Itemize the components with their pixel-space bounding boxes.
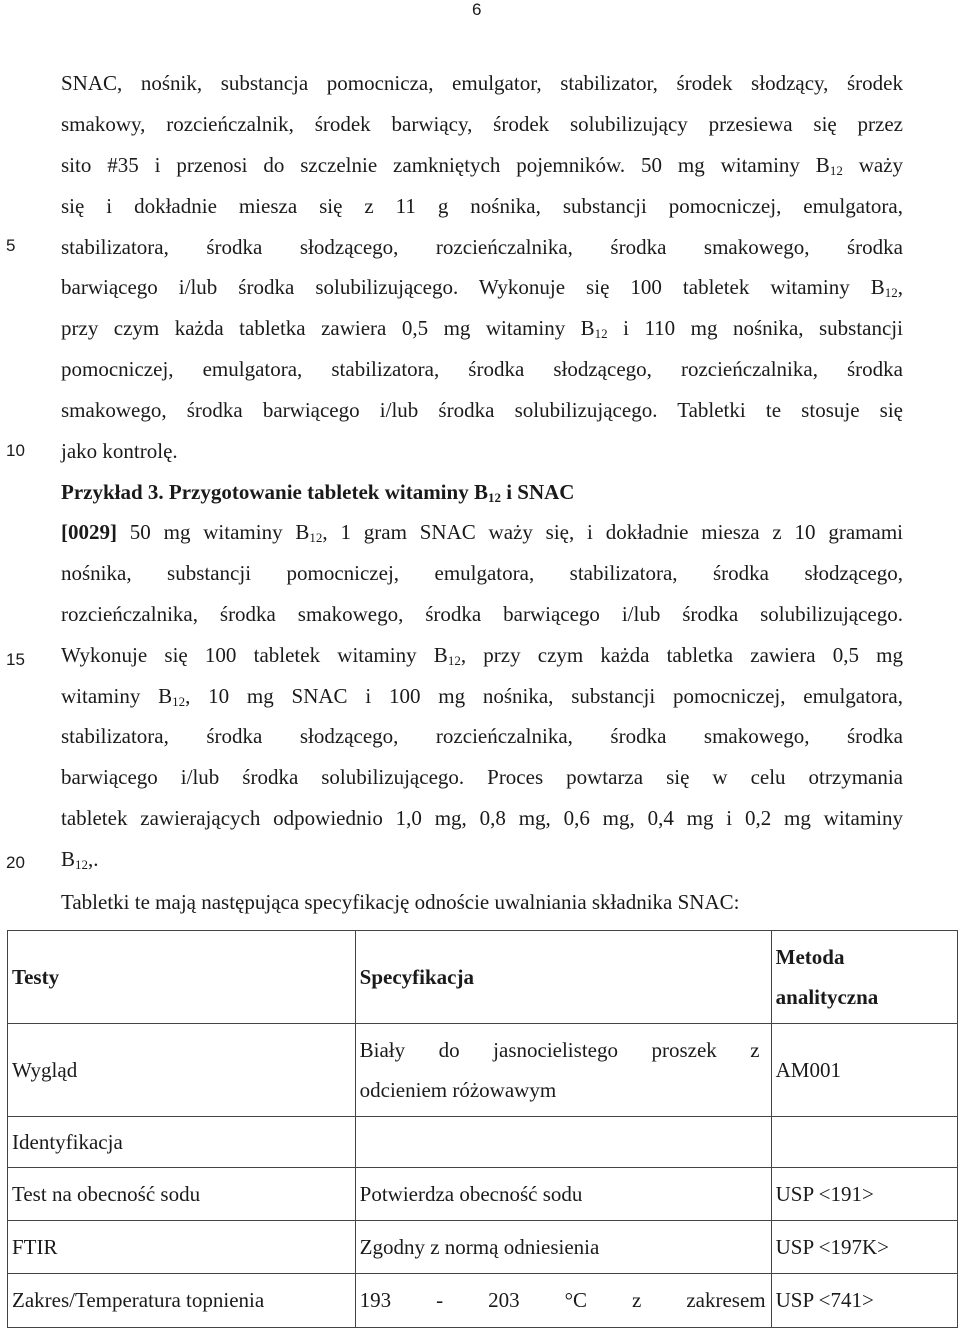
cell-test: Wygląd xyxy=(8,1024,356,1117)
text-line xyxy=(61,308,903,349)
text-span: rozcieńczalnika, środka smakowego, środka barwiącego i/lub środka solubilizującego. xyxy=(61,601,903,626)
cell-spec xyxy=(355,1117,771,1168)
text-line xyxy=(61,716,903,757)
cell-spec-line: 193 - 203 °C z zakresem xyxy=(359,1288,766,1312)
text-span: SNAC, nośnik, substancja pomocnicza, emulgator, stabilizator, środek słodzący, środek xyxy=(61,71,903,95)
text-span: nośnika, substancji pomocniczej, emulgatora, stabilizatora, środka słodzącego, xyxy=(61,560,903,585)
text-line xyxy=(61,594,903,635)
cell-spec: Potwierdza obecność sodu xyxy=(355,1168,771,1221)
text-line xyxy=(61,145,903,186)
line-number-10: 10 xyxy=(6,441,25,460)
cell-test: FTIR xyxy=(8,1221,356,1274)
text-span: Wykonuje się 100 tabletek witaminy $B_{12}$, przy czym każda tabletka zawiera 0,5 mg xyxy=(61,642,903,668)
text-span: jako kontrolę. xyxy=(61,439,178,464)
text-line xyxy=(61,63,903,104)
text-line xyxy=(61,512,903,553)
text-span: stabilizatora, środka słodzącego, rozcieńczalnika, środka smakowego, środka xyxy=(61,234,903,259)
text-span: Tabletki te mają następująca specyfikację odnoście uwalniania składnika SNAC: xyxy=(61,890,740,914)
table-row xyxy=(8,1221,958,1274)
header-tests: Testy xyxy=(8,931,356,1024)
line-number-20: 20 xyxy=(6,853,25,872)
cell-method: USP <191> xyxy=(771,1168,957,1221)
heading-text: Przykład 3. Przygotowanie tabletek witaminy $B_{12}$ i SNAC xyxy=(61,480,575,505)
cell-spec-line: odcieniem różowawym xyxy=(359,1078,557,1102)
table-row xyxy=(8,1117,958,1168)
line-number-15: 15 xyxy=(6,650,25,669)
specification-table xyxy=(7,930,958,1328)
cell-method: USP <741> xyxy=(771,1274,957,1328)
text-span: pomocniczej, emulgatora, stabilizatora, środka słodzącego, rozcieńczalnika, środka xyxy=(61,357,903,382)
text-span: barwiącego i/lub środka solubilizującego. Wykonuje się 100 tabletek witaminy $B_{12}$, xyxy=(61,275,903,301)
header-method-line: Metoda xyxy=(775,945,845,969)
text-span: witaminy $B_{12}$, 10 mg SNAC i 100 mg nośnika, substancji pomocniczej, emulgatora, xyxy=(61,683,903,709)
text-line xyxy=(61,104,903,145)
line-number-5: 5 xyxy=(6,236,16,255)
cell-test: Test na obecność sodu xyxy=(8,1168,356,1221)
paragraph-intro xyxy=(61,63,903,472)
example-heading xyxy=(61,472,903,513)
header-spec: Specyfikacja xyxy=(355,931,771,1024)
text-line xyxy=(61,757,903,798)
text-line xyxy=(61,635,903,676)
text-span: [0029] 50 mg witaminy $B_{12}$, 1 gram SNAC waży się, i dokładnie miesza z 10 gramami xyxy=(61,520,903,545)
table-row xyxy=(8,1168,958,1221)
cell-spec xyxy=(355,1274,771,1328)
cell-test: Identyfikacja xyxy=(8,1117,356,1168)
header-method xyxy=(771,931,957,1024)
cell-spec xyxy=(355,1024,771,1117)
text-span: barwiącego i/lub środka solubilizującego. Proces powtarza się w celu otrzymania xyxy=(61,765,903,790)
text-span: smakowy, rozcieńczalnik, środek barwiący, środek solubilizujący przesiewa się przez xyxy=(61,111,903,136)
cell-spec: Zgodny z normą odniesienia xyxy=(355,1221,771,1274)
cell-spec-line: Biały do jasnocielistego proszek z xyxy=(359,1038,760,1062)
text-line xyxy=(61,349,903,390)
cell-method xyxy=(771,1117,957,1168)
paragraph-number: [0029] xyxy=(61,520,117,544)
paragraph-0029 xyxy=(61,512,903,880)
cell-method: USP <197K> xyxy=(771,1221,957,1274)
text-span: $B_{12}$,. xyxy=(61,847,99,873)
text-line xyxy=(61,839,903,880)
table-header-row xyxy=(8,931,958,1024)
paragraph-spec-intro xyxy=(61,882,903,923)
text-line xyxy=(61,798,903,839)
text-line xyxy=(61,186,903,227)
text-span: przy czym każda tabletka zawiera 0,5 mg witaminy $B_{12}$ i 110 mg nośnika, substancji xyxy=(61,316,903,342)
page-number: 6 xyxy=(472,0,482,19)
header-method-line: analityczna xyxy=(775,985,879,1009)
text-span: stabilizatora, środka słodzącego, rozcieńczalnika, środka smakowego, środka xyxy=(61,724,903,749)
text-line xyxy=(61,390,903,431)
text-line xyxy=(61,267,903,308)
text-span: się i dokładnie miesza się z 11 g nośnika, substancji pomocniczej, emulgatora, xyxy=(61,193,903,218)
table-row xyxy=(8,1274,958,1328)
table-row xyxy=(8,1024,958,1117)
cell-test: Zakres/Temperatura topnienia xyxy=(8,1274,356,1328)
text-line xyxy=(61,676,903,717)
text-line xyxy=(61,553,903,594)
text-line xyxy=(61,227,903,268)
text-line xyxy=(61,431,903,472)
text-span: tabletek zawierających odpowiednio 1,0 mg, 0,8 mg, 0,6 mg, 0,4 mg i 0,2 mg witaminy xyxy=(61,806,903,831)
text-span: sito #35 i przenosi do szczelnie zamkniętych pojemników. 50 mg witaminy $B_{12}$ waży xyxy=(61,152,904,178)
cell-method: AM001 xyxy=(771,1024,957,1117)
text-span: smakowego, środka barwiącego i/lub środka solubilizującego. Tabletki te stosuje się xyxy=(61,398,903,423)
